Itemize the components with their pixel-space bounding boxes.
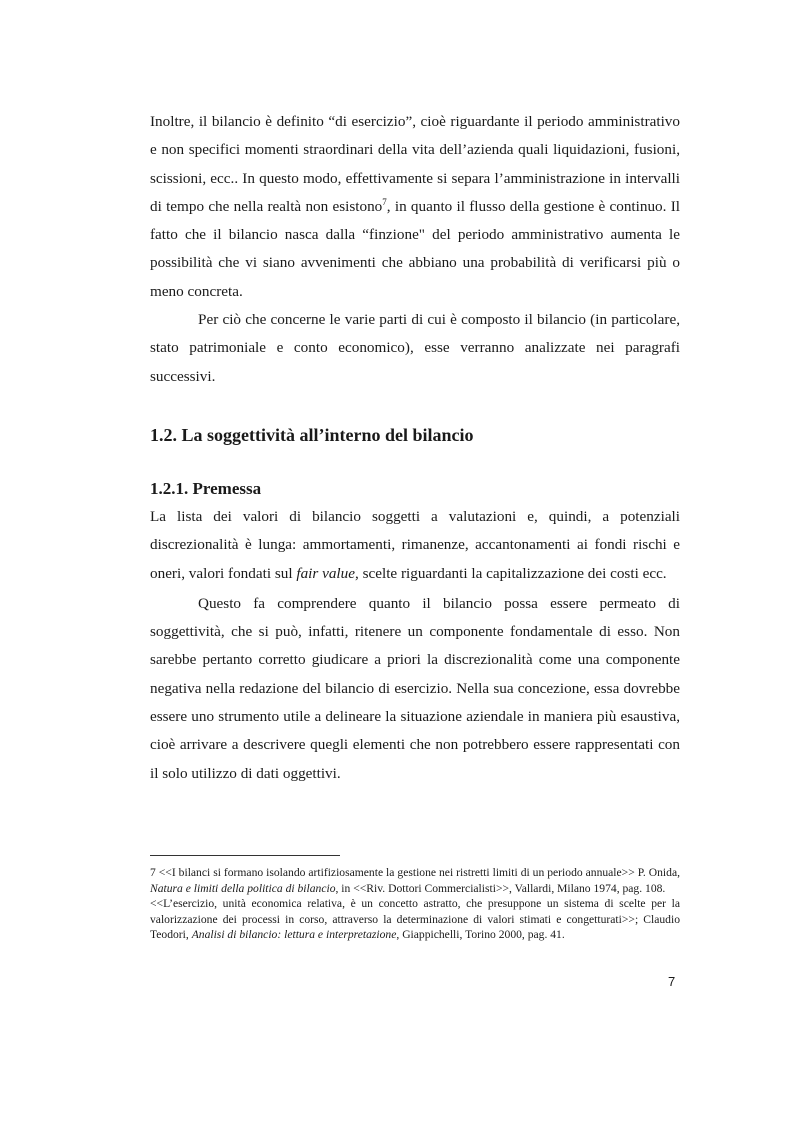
section-heading: 1.2. La soggettività all’interno del bilancio [150, 424, 474, 445]
footnote-7-continued [150, 896, 680, 943]
subsection-heading: 1.2.1. Premessa [150, 478, 262, 498]
page-body [150, 108, 680, 788]
paragraph-text: Inoltre, il bilancio è definito “di esercizio”, cioè riguardante il periodo amministrativo e non specifici momenti straordinari della vita dell’azienda quali liquidazioni, fusioni, scissioni, ecc.. In questo modo, effettivamente si separa l’amministrazione in intervalli di tempo che nella realtà non esistono [150, 113, 680, 215]
paragraph-text: , in quanto il flusso della gestione è continuo. Il fatto che il bilancio nasca dalla “finzione" del periodo amministrativo aumenta le possibilità che vi siano avvenimenti che abbiano una probabilità di verificarsi più o meno concreta. [150, 197, 680, 300]
footnote-number: 7 [150, 866, 156, 879]
footnote-reference[interactable]: 7 [382, 196, 387, 207]
paragraph-esercizio [150, 108, 680, 306]
footnote-text: <<I bilanci si formano isolando artifiziosamente la gestione nei ristretti limiti di un periodo annuale>> P. Onida, [155, 866, 680, 879]
paragraph-parti-bilancio: Per ciò che concerne le varie parti di cui è composto il bilancio (in particolare, stato patrimoniale e conto economico), esse verranno analizzate nei paragrafi successivi. [150, 311, 680, 385]
paragraph-soggettivita: Questo fa comprendere quanto il bilancio possa essere permeato di soggettività, che si può, infatti, ritenere un componente fondamentale di esso. Non sarebbe pertanto corretto giudicare a priori la discrezionalità come una componente negativa nella redazione del bilancio di esercizio. Nella sua concezione, essa dovrebbe essere uno strumento utile a delineare la situazione aziendale in maniera più esaustiva, cioè arrivare a descrivere quegli elementi che non potrebbero essere rappresentati con il solo utilizzo di dati oggettivi. [150, 594, 680, 782]
footnotes [150, 865, 680, 943]
footnote-title: Natura e limiti della politica di bilancio [150, 881, 336, 895]
paragraph-valori-bilancio [150, 503, 680, 588]
page-number: 7 [668, 974, 676, 989]
paragraph-text: , scelte riguardanti la capitalizzazione dei costi ecc. [355, 564, 667, 582]
paragraph-text: La lista dei valori di bilancio soggetti a valutazioni e, quindi, a potenziali discrezionalità è lunga: ammortamenti, rimanenze, accantonamenti ai fondi rischi e oneri, valori fondati sul [150, 507, 680, 582]
footnote-text: , Giappichelli, Torino 2000, pag. 41. [396, 928, 565, 941]
italic-term: fair value [296, 564, 355, 582]
footnote-separator [150, 855, 340, 856]
footnote-7 [150, 865, 680, 896]
footnote-text: , in <<Riv. Dottori Commercialisti>>, Vallardi, Milano 1974, pag. 108. [335, 881, 666, 895]
footnote-title: Analisi di bilancio: lettura e interpretazione [191, 928, 397, 941]
footnote-text: <<L’esercizio, unità economica relativa, è un concetto astratto, che presuppone un sistema di scelte per la valorizzazione dei processi in corso, attraverso la determinazione di valori stimati e congetturati>>; Claudio Teodori, [150, 897, 680, 941]
